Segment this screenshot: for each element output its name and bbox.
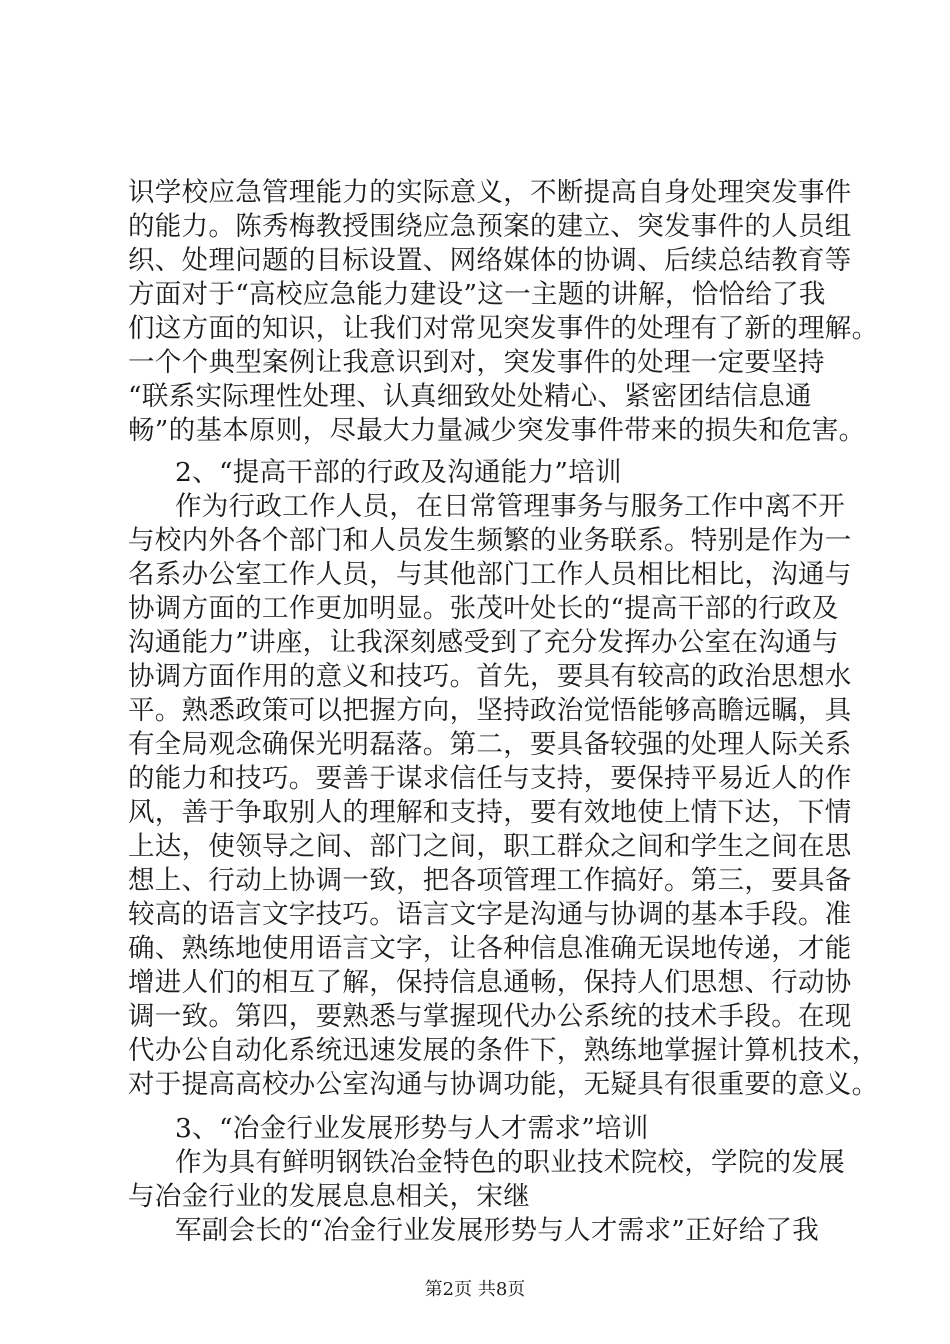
paragraph-line: 畅”的基本原则，尽最大力量减少突发事件带来的损失和危害。 (128, 415, 866, 446)
paragraph-line: 的能力和技巧。要善于谋求信任与支持，要保持平易近人的作 (128, 763, 852, 794)
paragraph-line: 织、处理问题的目标设置、网络媒体的协调、后续总结教育等 (128, 245, 852, 276)
paragraph-line: 确、熟练地使用语言文字，让各种信息准确无误地传递，才能 (128, 933, 852, 964)
paragraph-line: 协调方面的工作更加明显。张茂叶处长的“提高干部的行政及 (128, 593, 839, 624)
paragraph-line: 军副会长的“冶金行业发展形势与人才需求”正好给了我 (175, 1215, 820, 1246)
paragraph-line: 上达，使领导之间、部门之间，职工群众之间和学生之间在思 (128, 831, 852, 862)
paragraph-line: 风，善于争取别人的理解和支持，要有效地使上情下达，下情 (128, 797, 852, 828)
paragraph-line: 沟通能力”讲座，让我深刻感受到了充分发挥办公室在沟通与 (128, 627, 839, 658)
paragraph-line: 识学校应急管理能力的实际意义，不断提高自身处理突发事件 (128, 177, 852, 208)
section-heading-3: 3、“冶金行业发展形势与人才需求”培训 (175, 1113, 649, 1144)
paragraph-line: “联系实际理性处理、认真细致处处精心、紧密团结信息通 (128, 381, 812, 412)
paragraph-line: 代办公自动化系统迅速发展的条件下，熟练地掌握计算机技术， (128, 1035, 879, 1066)
paragraph-line: 方面对于“高校应急能力建设”这一主题的讲解，恰恰给了我 (128, 279, 826, 310)
paragraph-line: 协调方面作用的意义和技巧。首先，要具有较高的政治思想水 (128, 661, 852, 692)
paragraph-line: 作为行政工作人员，在日常管理事务与服务工作中离不开 (175, 491, 845, 522)
paragraph-line: 与冶金行业的发展息息相关，宋继 (128, 1181, 530, 1212)
paragraph-line: 们这方面的知识，让我们对常见突发事件的处理有了新的理解。 (128, 313, 879, 344)
paragraph-line: 增进人们的相互了解，保持信息通畅，保持人们思想、行动协 (128, 967, 852, 998)
paragraph-line: 调一致。第四，要熟悉与掌握现代办公系统的技术手段。在现 (128, 1001, 852, 1032)
paragraph-line: 较高的语言文字技巧。语言文字是沟通与协调的基本手段。准 (128, 899, 852, 930)
paragraph-line: 与校内外各个部门和人员发生频繁的业务联系。特别是作为一 (128, 525, 852, 556)
paragraph-line: 对于提高高校办公室沟通与协调功能，无疑具有很重要的意义。 (128, 1069, 879, 1100)
page-number-footer: 第2页 共8页 (424, 1279, 526, 1300)
paragraph-line: 作为具有鲜明钢铁冶金特色的职业技术院校，学院的发展 (175, 1147, 845, 1178)
paragraph-line: 平。熟悉政策可以把握方向，坚持政治觉悟能够高瞻远瞩，具 (128, 695, 852, 726)
paragraph-line: 有全局观念确保光明磊落。第二，要具备较强的处理人际关系 (128, 729, 852, 760)
paragraph-line: 的能力。陈秀梅教授围绕应急预案的建立、突发事件的人员组 (128, 211, 852, 242)
paragraph-line: 一个个典型案例让我意识到对，突发事件的处理一定要坚持 (128, 347, 825, 378)
paragraph-line: 想上、行动上协调一致，把各项管理工作搞好。第三，要具备 (128, 865, 852, 896)
section-heading-2: 2、“提高干部的行政及沟通能力”培训 (175, 457, 622, 488)
paragraph-line: 名系办公室工作人员，与其他部门工作人员相比相比，沟通与 (128, 559, 852, 590)
